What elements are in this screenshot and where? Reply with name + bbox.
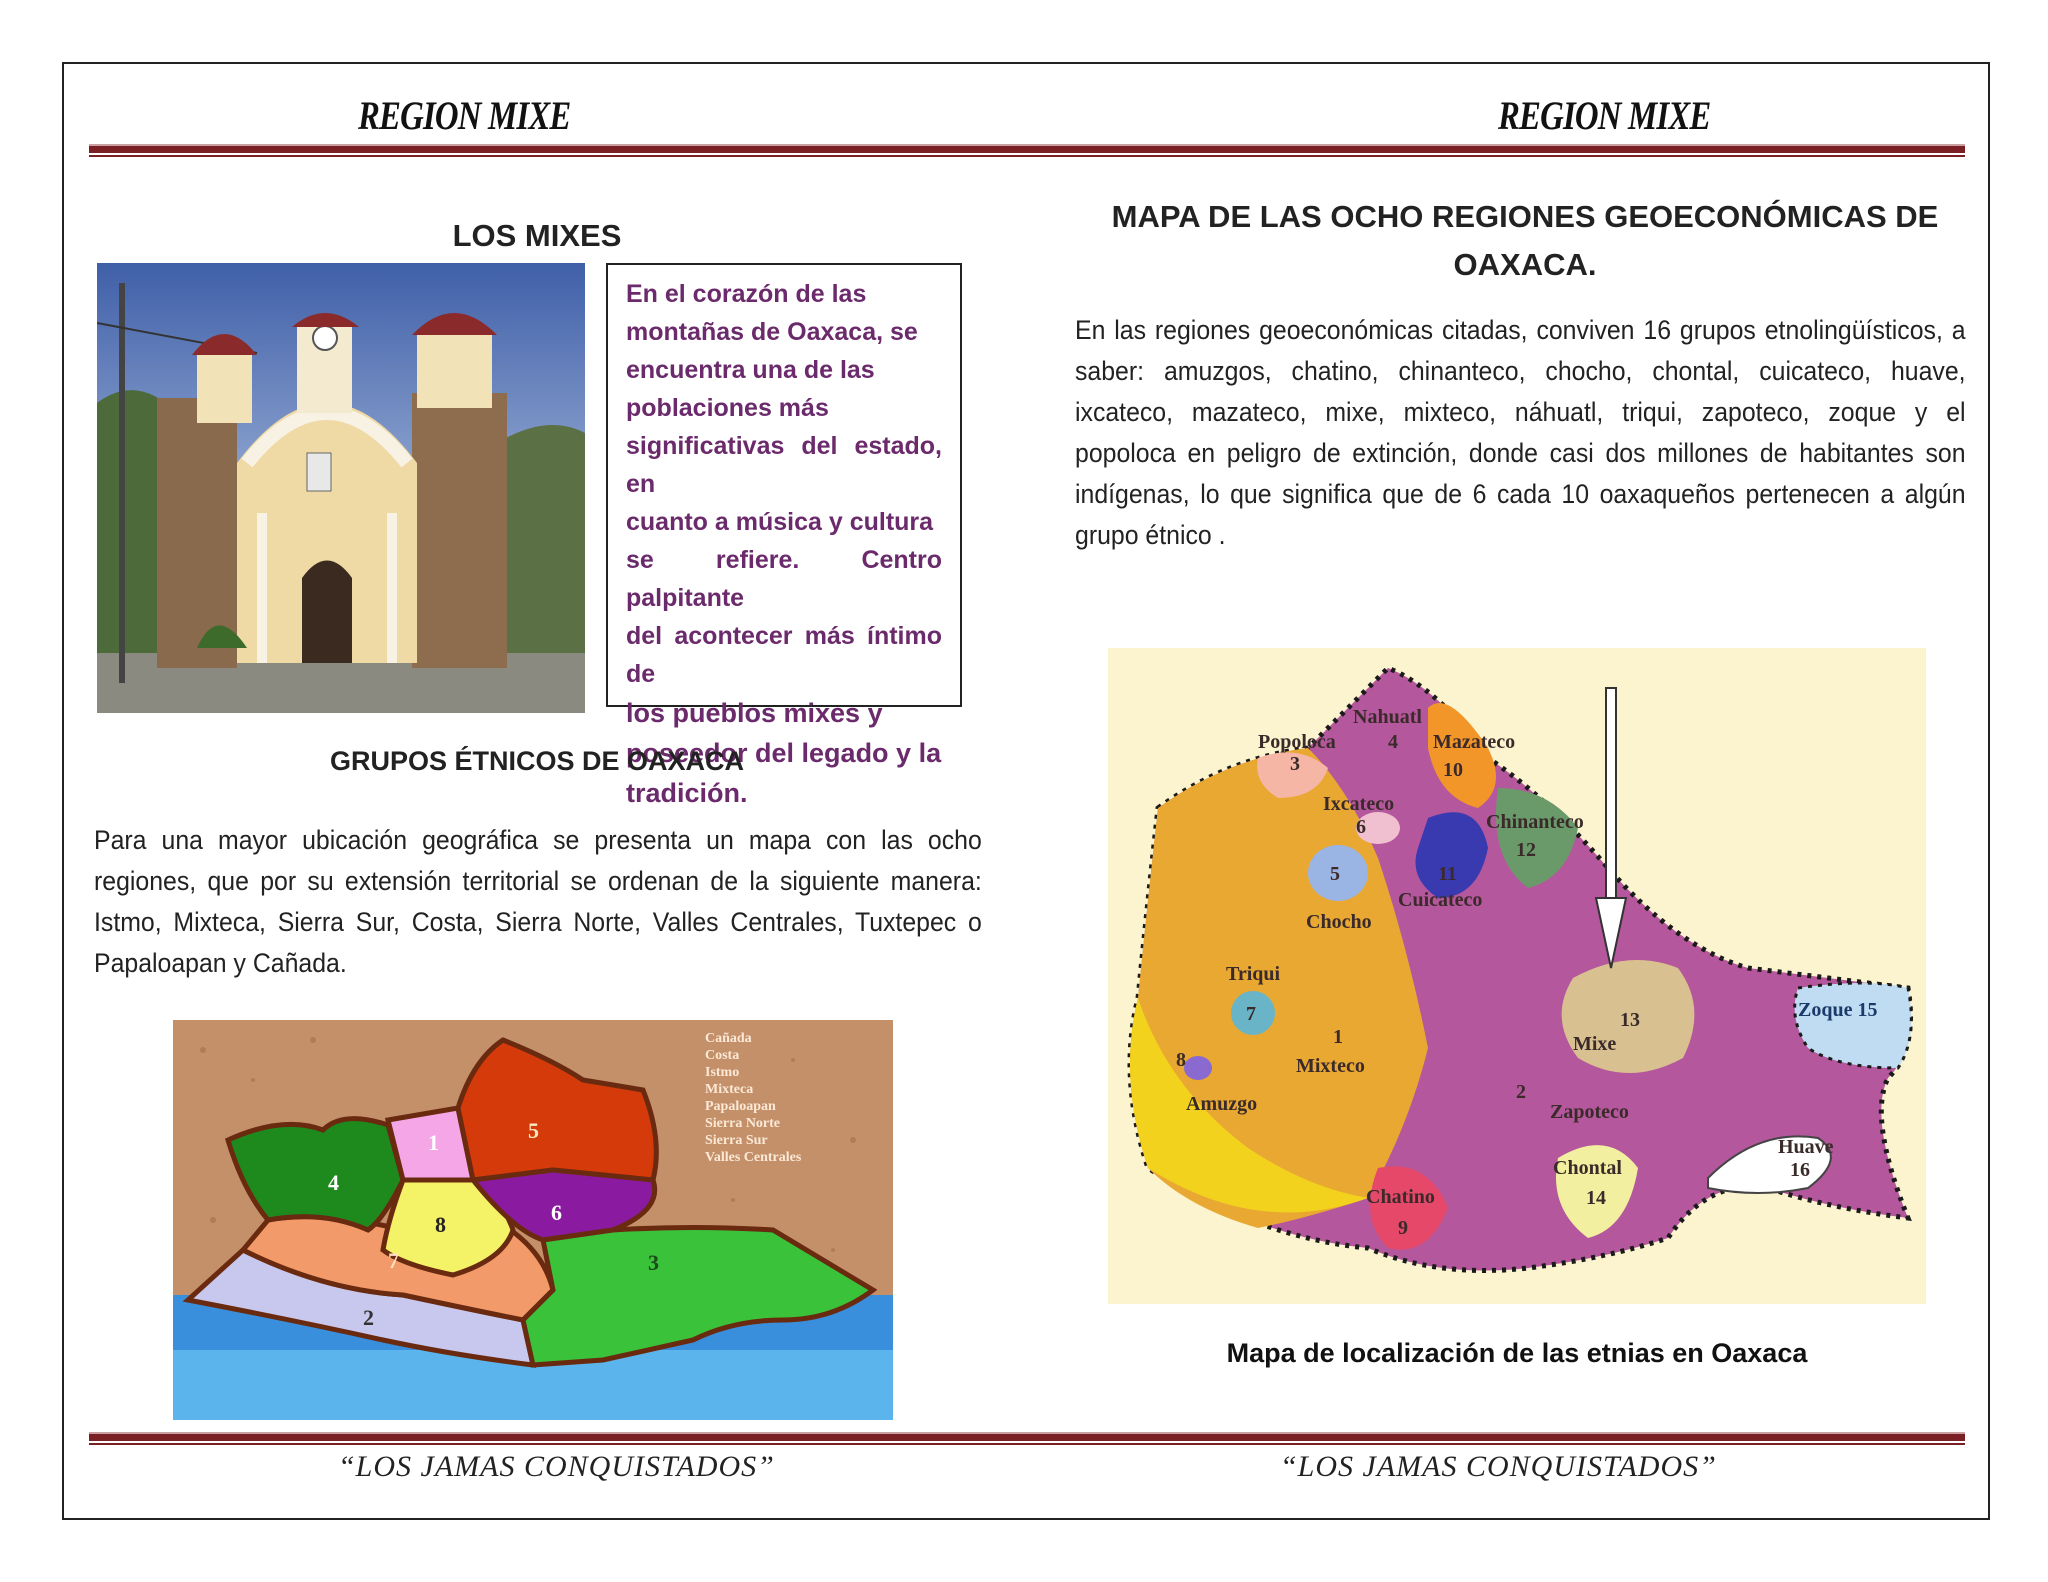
grupos-etnicos-title: GRUPOS ÉTNICOS DE OAXACA xyxy=(329,746,745,776)
right-title xyxy=(1075,193,1975,289)
region-number: 2 xyxy=(363,1305,374,1330)
map-label: Popoloca xyxy=(1258,731,1336,753)
map-label: Triqui xyxy=(1226,963,1281,985)
legend-item: Sierra Norte xyxy=(705,1116,781,1131)
quote-line: los pueblos mixes y xyxy=(626,698,883,728)
header-right-title: REGION MIXE xyxy=(1498,93,1711,138)
map-label: Ixcateco xyxy=(1323,793,1395,815)
legend-item: Costa xyxy=(705,1048,740,1063)
region-number: 3 xyxy=(648,1250,659,1275)
legend-item: Mixteca xyxy=(705,1082,754,1097)
map-label: 13 xyxy=(1620,1009,1640,1031)
map-label: Huave xyxy=(1778,1136,1834,1158)
region-number: 8 xyxy=(435,1212,446,1237)
header-left-title: REGION MIXE xyxy=(358,93,571,138)
quote-line: tradición. xyxy=(626,778,748,808)
region-number: 4 xyxy=(328,1170,339,1195)
map-label: Mixteco xyxy=(1296,1055,1365,1077)
map-label: 2 xyxy=(1516,1081,1526,1103)
map-label: 8 xyxy=(1176,1049,1186,1071)
quote-box xyxy=(606,263,962,808)
quote-line: montañas de Oaxaca, se xyxy=(626,318,918,346)
right-title-line2: OAXACA. xyxy=(1453,247,1597,282)
quote-line: encuentra una de las xyxy=(626,356,875,384)
quote-line: poseedor del legado y la xyxy=(626,738,942,768)
map-label: Mazateco xyxy=(1433,731,1516,753)
map-caption: Mapa de localización de las etnias en Oaxaca xyxy=(1226,1338,1808,1368)
legend-item: Valles Centrales xyxy=(705,1150,802,1165)
map-label: 6 xyxy=(1356,816,1366,838)
legend-item: Sierra Sur xyxy=(705,1133,768,1148)
map-label: Chinanteco xyxy=(1486,811,1584,833)
header-rule-thin xyxy=(89,155,1965,157)
region-number: 6 xyxy=(551,1200,562,1225)
los-mixes-title: LOS MIXES xyxy=(452,218,622,253)
legend-item: Papaloapan xyxy=(705,1099,776,1114)
map-label: 4 xyxy=(1388,731,1398,753)
left-paragraph: Para una mayor ubicación geográfica se presenta un mapa con las ocho regiones, que por su extensión territorial se ordenan de la siguiente manera: Istmo, Mixteca, Sierra Sur, Costa, Sierra Norte, Valles Centrales, Tuxtepec o Papaloapan y Cañada. xyxy=(94,825,982,978)
map-label: Chontal xyxy=(1553,1157,1622,1179)
map-label: Chatino xyxy=(1366,1186,1435,1208)
footer-left-motto: “LOS JAMAS CONQUISTADOS” xyxy=(338,1450,775,1483)
region-number: 5 xyxy=(528,1118,539,1143)
map-label: Zoque 15 xyxy=(1798,999,1878,1021)
map-label: Chocho xyxy=(1306,911,1372,933)
map-label: 3 xyxy=(1290,753,1300,775)
map-label: Mixe xyxy=(1573,1033,1617,1055)
map-label: 1 xyxy=(1333,1026,1343,1048)
quote-line: significativas del estado, en xyxy=(626,432,942,498)
map-label: 11 xyxy=(1438,863,1457,885)
map-label: 9 xyxy=(1398,1217,1408,1239)
map-label: Nahuatl xyxy=(1353,706,1422,728)
footer-rule xyxy=(89,1432,1965,1441)
quote-line: se refiere. Centro palpitante xyxy=(626,546,942,612)
footer-rule-thin xyxy=(89,1443,1965,1445)
region-number: 1 xyxy=(428,1130,439,1155)
map-label: 7 xyxy=(1246,1003,1256,1025)
map-label: 10 xyxy=(1443,759,1463,781)
map-label: 14 xyxy=(1586,1187,1606,1209)
map-label: Cuicateco xyxy=(1398,889,1483,911)
map-label: 16 xyxy=(1790,1159,1810,1181)
legend-item: Cañada xyxy=(705,1031,752,1046)
right-paragraph: En las regiones geoeconómicas citadas, conviven 16 grupos etnolingüísticos, a saber: amuzgos, chatino, chinanteco, chocho, chontal, cuicateco, huave, ixcateco, mazateco, mixe, mixteco, náhuatl, triqui, zapoteco, zoque y el popoloca en peligro de extinción, donde casi dos millones de habitantes son indígenas, lo que significa que de 6 cada 10 oaxaqueños pertenecen a algún grupo étnico . xyxy=(1075,315,1966,550)
map-label: 5 xyxy=(1330,863,1340,885)
map-label: Amuzgo xyxy=(1186,1093,1258,1115)
region-number: 7 xyxy=(388,1248,399,1273)
quote-line: poblaciones más xyxy=(626,394,829,422)
map-label: 12 xyxy=(1516,839,1536,861)
legend-item: Istmo xyxy=(705,1065,740,1080)
quote-line: del acontecer más íntimo de xyxy=(626,622,942,688)
ethnic-groups-map xyxy=(1108,648,1926,1304)
header-rule xyxy=(89,144,1965,153)
quote-line: cuanto a música y cultura xyxy=(626,508,934,536)
footer-right-motto: “LOS JAMAS CONQUISTADOS” xyxy=(1280,1450,1717,1483)
right-title-line1: MAPA DE LAS OCHO REGIONES GEOECONÓMICAS DE xyxy=(1111,199,1939,234)
map-label: Zapoteco xyxy=(1550,1101,1629,1123)
church-photo xyxy=(97,263,585,713)
quote-line: En el corazón de las xyxy=(626,280,867,308)
regions-map xyxy=(173,1020,893,1420)
